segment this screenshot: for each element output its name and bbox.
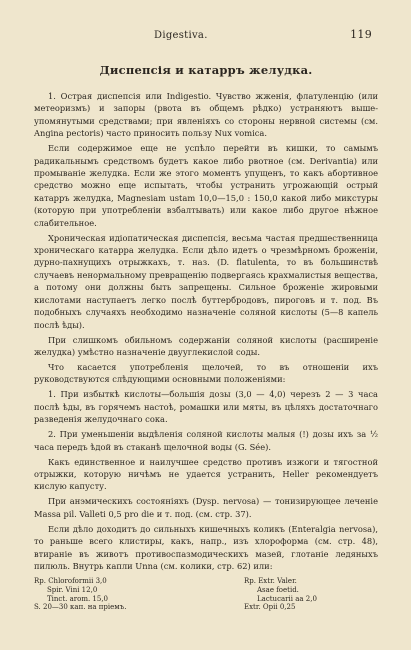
page-number: 119 (350, 28, 372, 41)
prescription-line: S. 20—30 кап. на пріемъ. (34, 603, 127, 612)
paragraph: 2. При уменьшеніи выдѣленія соляной кислоты малыя (!) дозы ихъ за ½ часа передъ ѣдой въ стаканѣ щелочной воды (G. Sée). (34, 429, 378, 452)
paragraph: Хроническая идіопатическая диспепсія, весьма частая предшественница хроническаго катарра желудка. Если дѣло идетъ о чрезмѣрномъ броженіи, дурно-пахнущихъ отрыжкахъ, т. наз. (D. flatulenta, то въ большинствѣ случаевъ ненормальному превращенію подвергаясь крахмалистыя вещества, а потому они должны быть запрещены. Сильное броженіе жировыми кислотами наступаетъ легко послѣ буттербродовъ, пироговъ и т. под. Въ подобныхъ случаяхъ необходимо назначеніе соляной кислоты (5—8 капель послѣ ѣды). (34, 232, 378, 330)
paragraph: Если дѣло доходитъ до сильныхъ кишечныхъ коликъ (Enteralgia nervosa), то раньше всего клистиры, какъ, напр., изъ хлороформа (см. стр. 48), втираніе въ животъ противоспазмодическихъ мазей, глотаніе ледяныхъ пилюль. Внутрь капли Unna (см. колики, стр. 62) или: (34, 523, 378, 571)
prescription-line: Tinct. arom. 15,0 (47, 594, 109, 603)
prescription-line: Spir. Vini 12,0 (47, 585, 98, 594)
paragraph: Что касается употребленія щелочей, то въ отношеніи ихъ руководствуются слѣдующими основными положеніями: (34, 361, 378, 385)
paragraph: Какъ единственное и наилучшее средство противъ изжоги и тягостной отрыжки, которую ничѣмъ не удается устранить, Heller рекомендуетъ кислую капусту. (34, 456, 378, 492)
prescription-line: Asae foetid. (257, 585, 299, 594)
prescription-line: Rp. Chloroformii 3,0 (34, 577, 107, 586)
page-header (34, 28, 378, 41)
paragraph: 1. Острая диспепсія или Indigestio. Чувство жженія, флатуленцію (или метеоризмъ) и запоры (рвота въ общемъ рѣдко) устраняютъ выше-упомянутыми средствами; при явленіяхъ со стороны нервной системы (см. Angina pectoris) часто приносить пользу Nux vomica. (34, 91, 378, 139)
prescription-right (206, 577, 378, 611)
prescription-left (34, 577, 206, 611)
paragraph: Если содержимое еще не успѣло перейти въ кишки, то самымъ радикальнымъ средствомъ будетъ какое либо рвотное (см. Derivantia) или промываніе желудка. Если же этого моментъ упущенъ, то какъ абортивное средство можно еще испытать, чтобы устранить угрожающій острый катарръ желудка, Magnesiam ustam 10,0—15,0 : 150,0 какой либо микстуры (которую при употребленіи взбалтывать) или какое либо другое нѣжное слабительное. (34, 143, 378, 228)
section-title: Диспепсія и катарръ желудка. (99, 63, 313, 77)
prescription-line: Extr. Opii 0,25 (244, 603, 296, 612)
paragraph: При слишкомъ обильномъ содержаніи соляной кислоты (расширеніе желудка) умѣстно назначеніе двууглекислой соды. (34, 334, 378, 357)
paragraph: При анэмическихъ состояніяхъ (Dysp. nervosa) — тонизирующее леченіе Massa pil. Valleti 0,5 pro die и т. под. (см. стр. 37). (34, 496, 378, 519)
prescriptions (34, 577, 378, 611)
prescription-line: Lactucarii aa 2,0 (257, 594, 317, 603)
prescription-line: Rp. Extr. Valer. (244, 577, 297, 586)
body-text (34, 90, 378, 572)
running-title: Digestiva. (154, 30, 208, 41)
paragraph: 1. При избыткѣ кислоты—большія дозы (3,0 — 4,0) черезъ 2 — 3 часа послѣ ѣды, въ горячемъ настоѣ, ромашки или мяты, въ цѣляхъ достаточнаго разведенія желудочнаго сока. (34, 389, 378, 425)
